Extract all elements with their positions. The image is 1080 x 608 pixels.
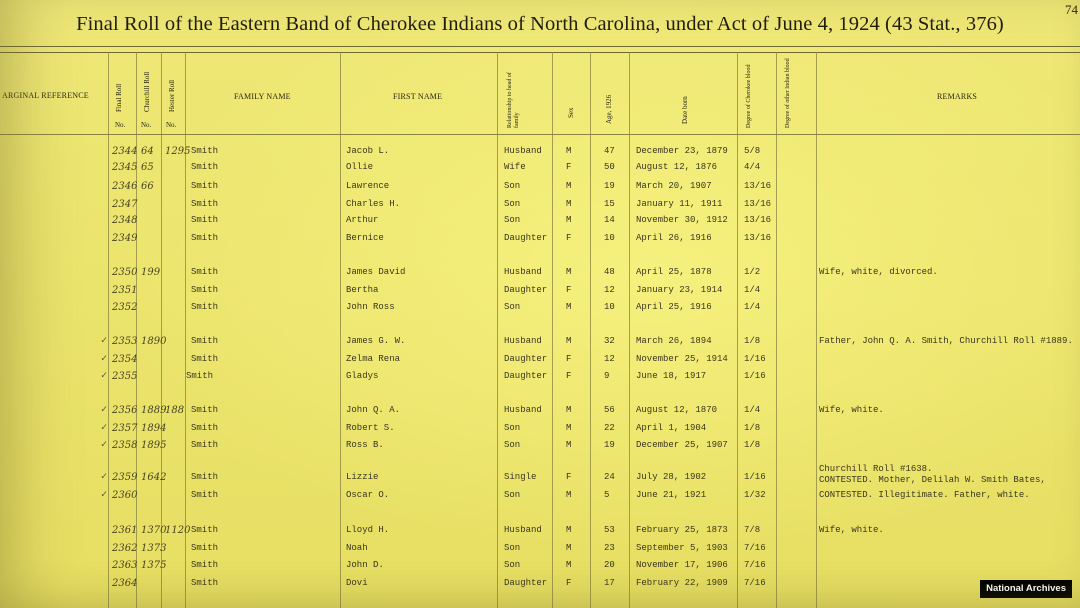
cell-family: Smith bbox=[191, 525, 219, 535]
cell-family: Smith bbox=[191, 560, 219, 570]
cell-family: Smith bbox=[191, 215, 219, 225]
header-final-roll: Final Roll bbox=[115, 83, 123, 112]
cell-final: 2354 bbox=[112, 354, 138, 365]
cell-age: 9 bbox=[604, 371, 610, 381]
cell-born: September 5, 1903 bbox=[636, 543, 728, 553]
cell-deg: 13/16 bbox=[744, 215, 772, 225]
cell-churchill: 1370 bbox=[141, 525, 167, 536]
cell-born: August 12, 1876 bbox=[636, 162, 718, 172]
cell-churchill: 66 bbox=[141, 181, 154, 192]
cell-final: 2364 bbox=[112, 578, 138, 589]
header-top-rule bbox=[0, 52, 1080, 53]
cell-sex: M bbox=[566, 525, 572, 535]
cell-final: 2351 bbox=[112, 285, 138, 296]
cell-sex: M bbox=[566, 336, 572, 346]
cell-first: Charles H. bbox=[346, 199, 401, 209]
cell-first: Lloyd H. bbox=[346, 525, 390, 535]
check-mark: ✓ bbox=[101, 371, 108, 382]
cell-family: Smith bbox=[191, 199, 219, 209]
cell-family: Smith bbox=[191, 285, 219, 295]
cell-remark: Wife, white. bbox=[819, 405, 884, 415]
cell-deg: 7/16 bbox=[744, 560, 766, 570]
header-relationship: Relationship to head of family bbox=[507, 72, 520, 128]
cell-first: John Q. A. bbox=[346, 405, 401, 415]
cell-deg: 13/16 bbox=[744, 181, 772, 191]
cell-born: April 25, 1878 bbox=[636, 267, 712, 277]
cell-final: 2361 bbox=[112, 525, 138, 536]
cell-age: 10 bbox=[604, 302, 615, 312]
cell-rel: Son bbox=[504, 215, 521, 225]
cell-remark: Churchill Roll #1638. bbox=[819, 464, 933, 474]
check-mark: ✓ bbox=[101, 490, 108, 501]
cell-sex: M bbox=[566, 199, 572, 209]
cell-final: 2355 bbox=[112, 371, 138, 382]
cell-first: Bertha bbox=[346, 285, 379, 295]
cell-rel: Husband bbox=[504, 525, 542, 535]
cell-sex: F bbox=[566, 354, 572, 364]
cell-family: Smith bbox=[191, 405, 219, 415]
cell-age: 22 bbox=[604, 423, 615, 433]
cell-rel: Daughter bbox=[504, 354, 548, 364]
cell-sex: M bbox=[566, 181, 572, 191]
cell-sex: M bbox=[566, 560, 572, 570]
cell-born: July 28, 1902 bbox=[636, 472, 707, 482]
cell-deg: 1/2 bbox=[744, 267, 761, 277]
cell-rel: Son bbox=[504, 440, 521, 450]
cell-churchill: 1373 bbox=[141, 543, 167, 554]
cell-final: 2349 bbox=[112, 233, 138, 244]
header-remarks: REMARKS bbox=[937, 92, 978, 101]
cell-age: 24 bbox=[604, 472, 615, 482]
cell-family: Smith bbox=[186, 371, 214, 381]
cell-rel: Wife bbox=[504, 162, 526, 172]
cell-sex: M bbox=[566, 302, 572, 312]
cell-family: Smith bbox=[191, 162, 219, 172]
cell-final: 2363 bbox=[112, 560, 138, 571]
cell-churchill: 1375 bbox=[141, 560, 167, 571]
cell-sex: M bbox=[566, 215, 572, 225]
cell-age: 12 bbox=[604, 285, 615, 295]
cell-rel: Husband bbox=[504, 405, 542, 415]
cell-rel: Daughter bbox=[504, 578, 548, 588]
cell-family: Smith bbox=[191, 423, 219, 433]
header-degree-other: Degree of other Indian blood bbox=[785, 58, 791, 128]
cell-first: Lawrence bbox=[346, 181, 390, 191]
cell-age: 14 bbox=[604, 215, 615, 225]
cell-sex: F bbox=[566, 472, 572, 482]
cell-age: 19 bbox=[604, 181, 615, 191]
cell-deg: 13/16 bbox=[744, 233, 772, 243]
cell-age: 20 bbox=[604, 560, 615, 570]
cell-final: 2345 bbox=[112, 162, 138, 173]
cell-family: Smith bbox=[191, 543, 219, 553]
cell-age: 19 bbox=[604, 440, 615, 450]
cell-churchill: 1895 bbox=[141, 440, 167, 451]
header-hester-roll: Hester Roll bbox=[168, 79, 176, 112]
cell-final: 2359 bbox=[112, 472, 138, 483]
cell-born: April 1, 1904 bbox=[636, 423, 707, 433]
cell-sex: M bbox=[566, 267, 572, 277]
cell-remark-continued: CONTESTED. Mother, Delilah W. Smith Bates, bbox=[819, 475, 1046, 485]
col-divider bbox=[108, 52, 109, 608]
cell-rel: Son bbox=[504, 490, 521, 500]
cell-age: 50 bbox=[604, 162, 615, 172]
col-divider bbox=[552, 52, 553, 608]
cell-final: 2347 bbox=[112, 199, 138, 210]
cell-final: 2362 bbox=[112, 543, 138, 554]
check-mark: ✓ bbox=[101, 440, 108, 451]
col-divider bbox=[629, 52, 630, 608]
cell-age: 17 bbox=[604, 578, 615, 588]
cell-rel: Daughter bbox=[504, 285, 548, 295]
header-degree-cherokee: Degree of Cherokee blood bbox=[746, 64, 752, 128]
col-divider bbox=[497, 52, 498, 608]
cell-born: February 22, 1909 bbox=[636, 578, 728, 588]
cell-age: 53 bbox=[604, 525, 615, 535]
header-first-name: FIRST NAME bbox=[393, 92, 443, 101]
cell-family: Smith bbox=[191, 267, 219, 277]
cell-sex: F bbox=[566, 371, 572, 381]
cell-born: February 25, 1873 bbox=[636, 525, 728, 535]
col-divider bbox=[590, 52, 591, 608]
check-mark: ✓ bbox=[101, 354, 108, 365]
cell-rel: Son bbox=[504, 302, 521, 312]
cell-first: Lizzie bbox=[346, 472, 379, 482]
cell-final: 2352 bbox=[112, 302, 138, 313]
check-mark: ✓ bbox=[101, 423, 108, 434]
cell-deg: 1/4 bbox=[744, 302, 761, 312]
cell-rel: Daughter bbox=[504, 233, 548, 243]
cell-final: 2344 bbox=[112, 146, 138, 157]
cell-age: 48 bbox=[604, 267, 615, 277]
cell-churchill: 1889 bbox=[141, 405, 167, 416]
cell-family: Smith bbox=[191, 146, 219, 156]
cell-born: August 12, 1870 bbox=[636, 405, 718, 415]
cell-final: 2358 bbox=[112, 440, 138, 451]
cell-age: 5 bbox=[604, 490, 610, 500]
cell-age: 56 bbox=[604, 405, 615, 415]
cell-final: 2356 bbox=[112, 405, 138, 416]
cell-rel: Son bbox=[504, 423, 521, 433]
col-divider bbox=[776, 52, 777, 608]
cell-age: 12 bbox=[604, 354, 615, 364]
cell-churchill: 1894 bbox=[141, 423, 167, 434]
cell-hester: 1120 bbox=[165, 525, 191, 536]
cell-rel: Single bbox=[504, 472, 537, 482]
cell-family: Smith bbox=[191, 472, 219, 482]
cell-rel: Son bbox=[504, 199, 521, 209]
col-divider bbox=[816, 52, 817, 608]
cell-deg: 7/8 bbox=[744, 525, 761, 535]
cell-first: Arthur bbox=[346, 215, 379, 225]
cell-first: Zelma Rena bbox=[346, 354, 401, 364]
cell-rel: Husband bbox=[504, 336, 542, 346]
cell-first: Jacob L. bbox=[346, 146, 390, 156]
cell-deg: 1/8 bbox=[744, 336, 761, 346]
source-badge: National Archives bbox=[980, 580, 1072, 598]
cell-deg: 13/16 bbox=[744, 199, 772, 209]
cell-family: Smith bbox=[191, 578, 219, 588]
cell-deg: 5/8 bbox=[744, 146, 761, 156]
cell-deg: 1/8 bbox=[744, 440, 761, 450]
cell-sex: F bbox=[566, 162, 572, 172]
cell-first: Noah bbox=[346, 543, 368, 553]
cell-final: 2348 bbox=[112, 215, 138, 226]
cell-rel: Husband bbox=[504, 267, 542, 277]
cell-sex: M bbox=[566, 405, 572, 415]
cell-age: 15 bbox=[604, 199, 615, 209]
header-age: Age, 1926 bbox=[605, 94, 613, 124]
cell-first: Gladys bbox=[346, 371, 379, 381]
cell-age: 32 bbox=[604, 336, 615, 346]
cell-churchill: 1642 bbox=[141, 472, 167, 483]
col-divider bbox=[340, 52, 341, 608]
cell-born: November 30, 1912 bbox=[636, 215, 728, 225]
cell-rel: Son bbox=[504, 560, 521, 570]
cell-family: Smith bbox=[191, 440, 219, 450]
cell-sex: M bbox=[566, 440, 572, 450]
header-bottom-rule bbox=[0, 134, 1080, 135]
cell-deg: 1/16 bbox=[744, 472, 766, 482]
cell-family: Smith bbox=[191, 181, 219, 191]
cell-first: John Ross bbox=[346, 302, 395, 312]
cell-born: March 20, 1907 bbox=[636, 181, 712, 191]
cell-deg: 1/8 bbox=[744, 423, 761, 433]
cell-sex: F bbox=[566, 285, 572, 295]
cell-family: Smith bbox=[191, 336, 219, 346]
cell-churchill: 65 bbox=[141, 162, 154, 173]
title-rule bbox=[0, 46, 1080, 47]
cell-family: Smith bbox=[191, 233, 219, 243]
cell-age: 23 bbox=[604, 543, 615, 553]
check-mark: ✓ bbox=[101, 336, 108, 347]
cell-born: June 18, 1917 bbox=[636, 371, 707, 381]
cell-born: April 25, 1916 bbox=[636, 302, 712, 312]
cell-first: Robert S. bbox=[346, 423, 395, 433]
cell-rel: Son bbox=[504, 181, 521, 191]
header-churchill-roll: Churchill Roll bbox=[143, 71, 151, 112]
cell-rel: Husband bbox=[504, 146, 542, 156]
cell-first: Ollie bbox=[346, 162, 374, 172]
cell-born: December 25, 1907 bbox=[636, 440, 728, 450]
cell-first: Bernice bbox=[346, 233, 384, 243]
cell-deg: 7/16 bbox=[744, 543, 766, 553]
cell-deg: 1/4 bbox=[744, 285, 761, 295]
cell-born: November 25, 1914 bbox=[636, 354, 728, 364]
cell-deg: 1/4 bbox=[744, 405, 761, 415]
check-mark: ✓ bbox=[101, 472, 108, 483]
cell-deg: 1/32 bbox=[744, 490, 766, 500]
check-mark: ✓ bbox=[101, 405, 108, 416]
cell-born: April 26, 1916 bbox=[636, 233, 712, 243]
cell-first: Oscar O. bbox=[346, 490, 390, 500]
header-no: No. bbox=[141, 121, 152, 129]
cell-final: 2346 bbox=[112, 181, 138, 192]
cell-born: June 21, 1921 bbox=[636, 490, 707, 500]
header-no: No. bbox=[115, 121, 126, 129]
header-no: No. bbox=[166, 121, 177, 129]
header-family-name: FAMILY NAME bbox=[234, 92, 291, 101]
cell-first: Dovi bbox=[346, 578, 368, 588]
cell-first: James G. W. bbox=[346, 336, 406, 346]
cell-family: Smith bbox=[191, 354, 219, 364]
cell-hester: 188 bbox=[165, 405, 185, 416]
cell-deg: 1/16 bbox=[744, 371, 766, 381]
cell-sex: F bbox=[566, 233, 572, 243]
cell-born: January 23, 1914 bbox=[636, 285, 723, 295]
cell-remark: CONTESTED. Illegitimate. Father, white. bbox=[819, 490, 1030, 500]
cell-first: John D. bbox=[346, 560, 384, 570]
cell-born: December 23, 1879 bbox=[636, 146, 728, 156]
cell-sex: M bbox=[566, 490, 572, 500]
cell-first: James David bbox=[346, 267, 406, 277]
cell-remark: Father, John Q. A. Smith, Churchill Roll #1889. bbox=[819, 336, 1073, 346]
cell-final: 2353 bbox=[112, 336, 138, 347]
cell-age: 10 bbox=[604, 233, 615, 243]
header-marginal-reference: ARGINAL REFERENCE bbox=[2, 91, 89, 100]
cell-age: 47 bbox=[604, 146, 615, 156]
cell-sex: M bbox=[566, 423, 572, 433]
cell-deg: 7/16 bbox=[744, 578, 766, 588]
cell-remark: Wife, white. bbox=[819, 525, 884, 535]
cell-family: Smith bbox=[191, 302, 219, 312]
cell-sex: M bbox=[566, 543, 572, 553]
cell-final: 2350 bbox=[112, 267, 138, 278]
cell-born: January 11, 1911 bbox=[636, 199, 723, 209]
cell-sex: F bbox=[566, 578, 572, 588]
cell-rel: Son bbox=[504, 543, 521, 553]
cell-deg: 1/16 bbox=[744, 354, 766, 364]
document-title: Final Roll of the Eastern Band of Cherokee Indians of North Carolina, under Act of June 4, 1924 (43 Stat., 376) bbox=[76, 13, 1004, 35]
cell-sex: M bbox=[566, 146, 572, 156]
cell-churchill: 64 bbox=[141, 146, 154, 157]
cell-churchill: 199 bbox=[141, 267, 161, 278]
header-sex: Sex bbox=[567, 107, 575, 118]
cell-born: March 26, 1894 bbox=[636, 336, 712, 346]
header-date-born: Date born bbox=[681, 96, 689, 124]
cell-hester: 1295 bbox=[165, 146, 191, 157]
cell-remark: Wife, white, divorced. bbox=[819, 267, 938, 277]
cell-born: November 17, 1906 bbox=[636, 560, 728, 570]
cell-deg: 4/4 bbox=[744, 162, 761, 172]
cell-family: Smith bbox=[191, 490, 219, 500]
col-divider bbox=[737, 52, 738, 608]
cell-first: Ross B. bbox=[346, 440, 384, 450]
cell-rel: Daughter bbox=[504, 371, 548, 381]
cell-final: 2360 bbox=[112, 490, 138, 501]
cell-final: 2357 bbox=[112, 423, 138, 434]
page-number: 74 bbox=[1065, 2, 1078, 17]
cell-churchill: 1890 bbox=[141, 336, 167, 347]
